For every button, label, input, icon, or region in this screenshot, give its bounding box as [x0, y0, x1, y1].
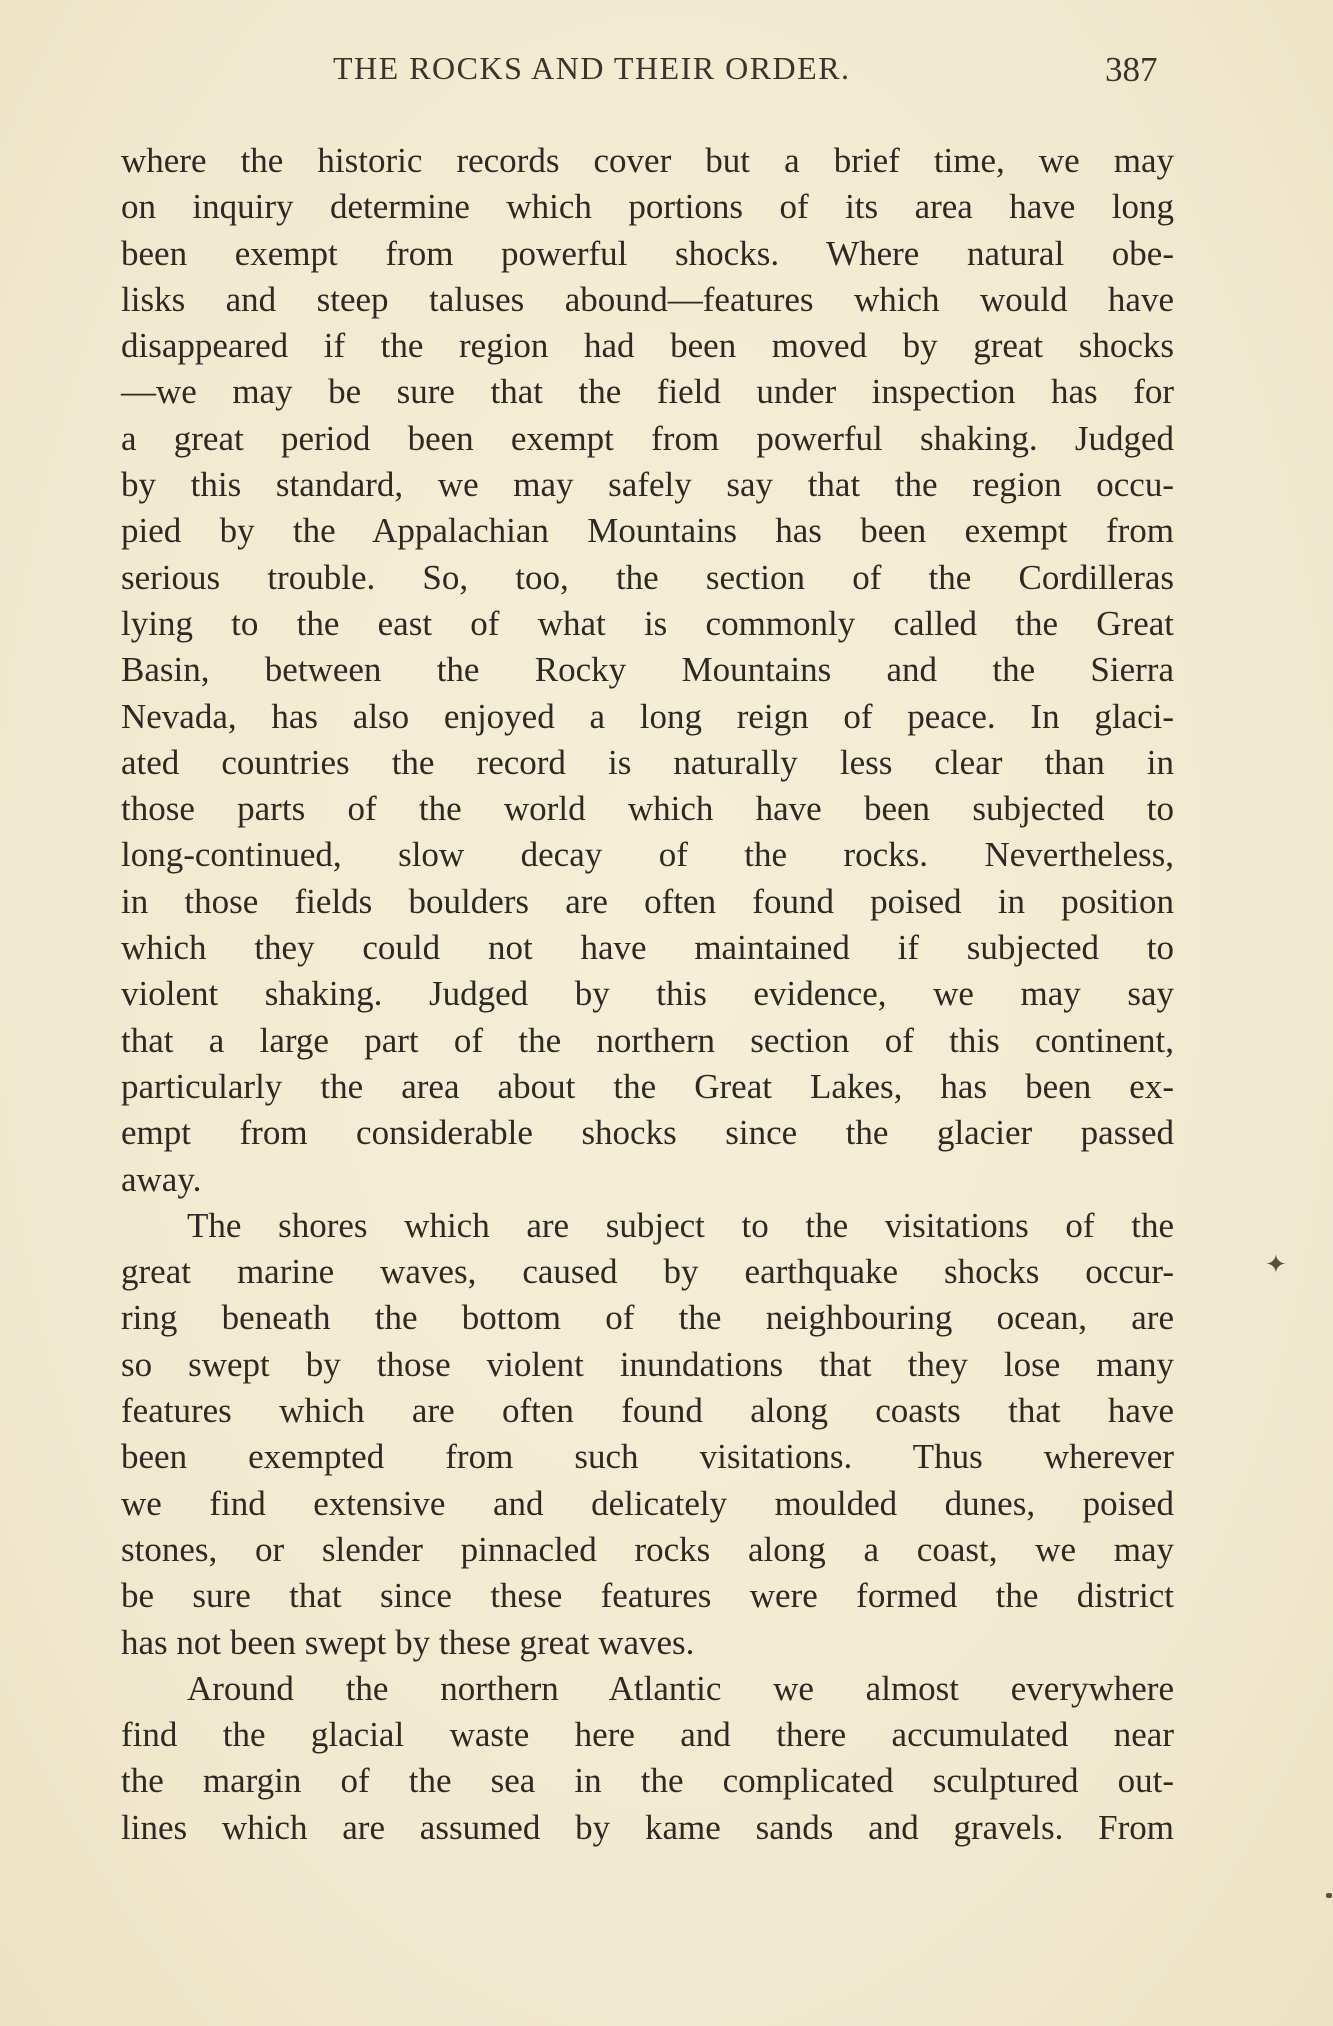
- text-line: stones, or slender pinnacled rocks along a coast, we may: [121, 1529, 1174, 1569]
- margin-mark-icon: ✦: [1265, 1250, 1287, 1280]
- text-line: the margin of the sea in the complicated sculptured out-: [121, 1761, 1174, 1801]
- text-line: empt from considerable shocks since the glacier passed: [121, 1113, 1174, 1153]
- page-number: 387: [1105, 50, 1158, 89]
- text-line: find the glacial waste here and there accumulated near: [121, 1715, 1174, 1755]
- text-line: lines which are assumed by kame sands and gravels. From: [121, 1807, 1174, 1847]
- text-line: serious trouble. So, too, the section of the Cordilleras: [121, 557, 1174, 597]
- running-head: [0, 46, 1333, 92]
- text-line: lying to the east of what is commonly called the Great: [121, 603, 1174, 643]
- text-line: great marine waves, caused by earthquake shocks occur-: [121, 1252, 1174, 1292]
- text-line: Around the northern Atlantic we almost everywhere: [187, 1668, 1174, 1708]
- text-line: be sure that since these features were formed the district: [121, 1576, 1174, 1616]
- text-line: Basin, between the Rocky Mountains and the Sierra: [121, 650, 1174, 690]
- text-line: by this standard, we may safely say that the region occu-: [121, 465, 1174, 505]
- text-line: we find extensive and delicately moulded dunes, poised: [121, 1483, 1174, 1523]
- text-line: ring beneath the bottom of the neighbouring ocean, are: [121, 1298, 1174, 1338]
- text-line: pied by the Appalachian Mountains has been exempt from: [121, 511, 1174, 551]
- text-line: that a large part of the northern section of this continent,: [121, 1020, 1174, 1060]
- page-edge-speck: [1326, 1893, 1332, 1898]
- text-line: long-continued, slow decay of the rocks. Nevertheless,: [121, 835, 1174, 875]
- text-line: The shores which are subject to the visitations of the: [187, 1205, 1174, 1245]
- text-line: features which are often found along coasts that have: [121, 1391, 1174, 1431]
- text-line: violent shaking. Judged by this evidence, we may say: [121, 974, 1174, 1014]
- text-line: where the historic records cover but a brief time, we may: [121, 141, 1174, 180]
- text-line: which they could not have maintained if subjected to: [121, 928, 1174, 968]
- text-line: so swept by those violent inundations that they lose many: [121, 1344, 1174, 1384]
- text-line: particularly the area about the Great Lakes, has been ex-: [121, 1066, 1174, 1106]
- text-line: those parts of the world which have been subjected to: [121, 789, 1174, 829]
- text-line: lisks and steep taluses abound—features which would have: [121, 279, 1174, 319]
- text-line: has not been swept by these great waves.: [121, 1622, 695, 1662]
- running-title: THE ROCKS AND THEIR ORDER.: [333, 50, 851, 86]
- body-text: [121, 138, 1174, 1851]
- text-line: —we may be sure that the field under inspection has for: [121, 372, 1174, 412]
- text-line: Nevada, has also enjoyed a long reign of peace. In glaci-: [121, 696, 1174, 736]
- text-line: been exempted from such visitations. Thus wherever: [121, 1437, 1174, 1477]
- text-line: in those fields boulders are often found poised in position: [121, 881, 1174, 921]
- text-line: been exempt from powerful shocks. Where natural obe-: [121, 233, 1174, 273]
- text-line: disappeared if the region had been moved by great shocks: [121, 326, 1174, 366]
- text-line: a great period been exempt from powerful shaking. Judged: [121, 418, 1174, 458]
- text-line: on inquiry determine which portions of its area have long: [121, 187, 1174, 227]
- text-line: away.: [121, 1159, 202, 1199]
- text-line: ated countries the record is naturally less clear than in: [121, 742, 1174, 782]
